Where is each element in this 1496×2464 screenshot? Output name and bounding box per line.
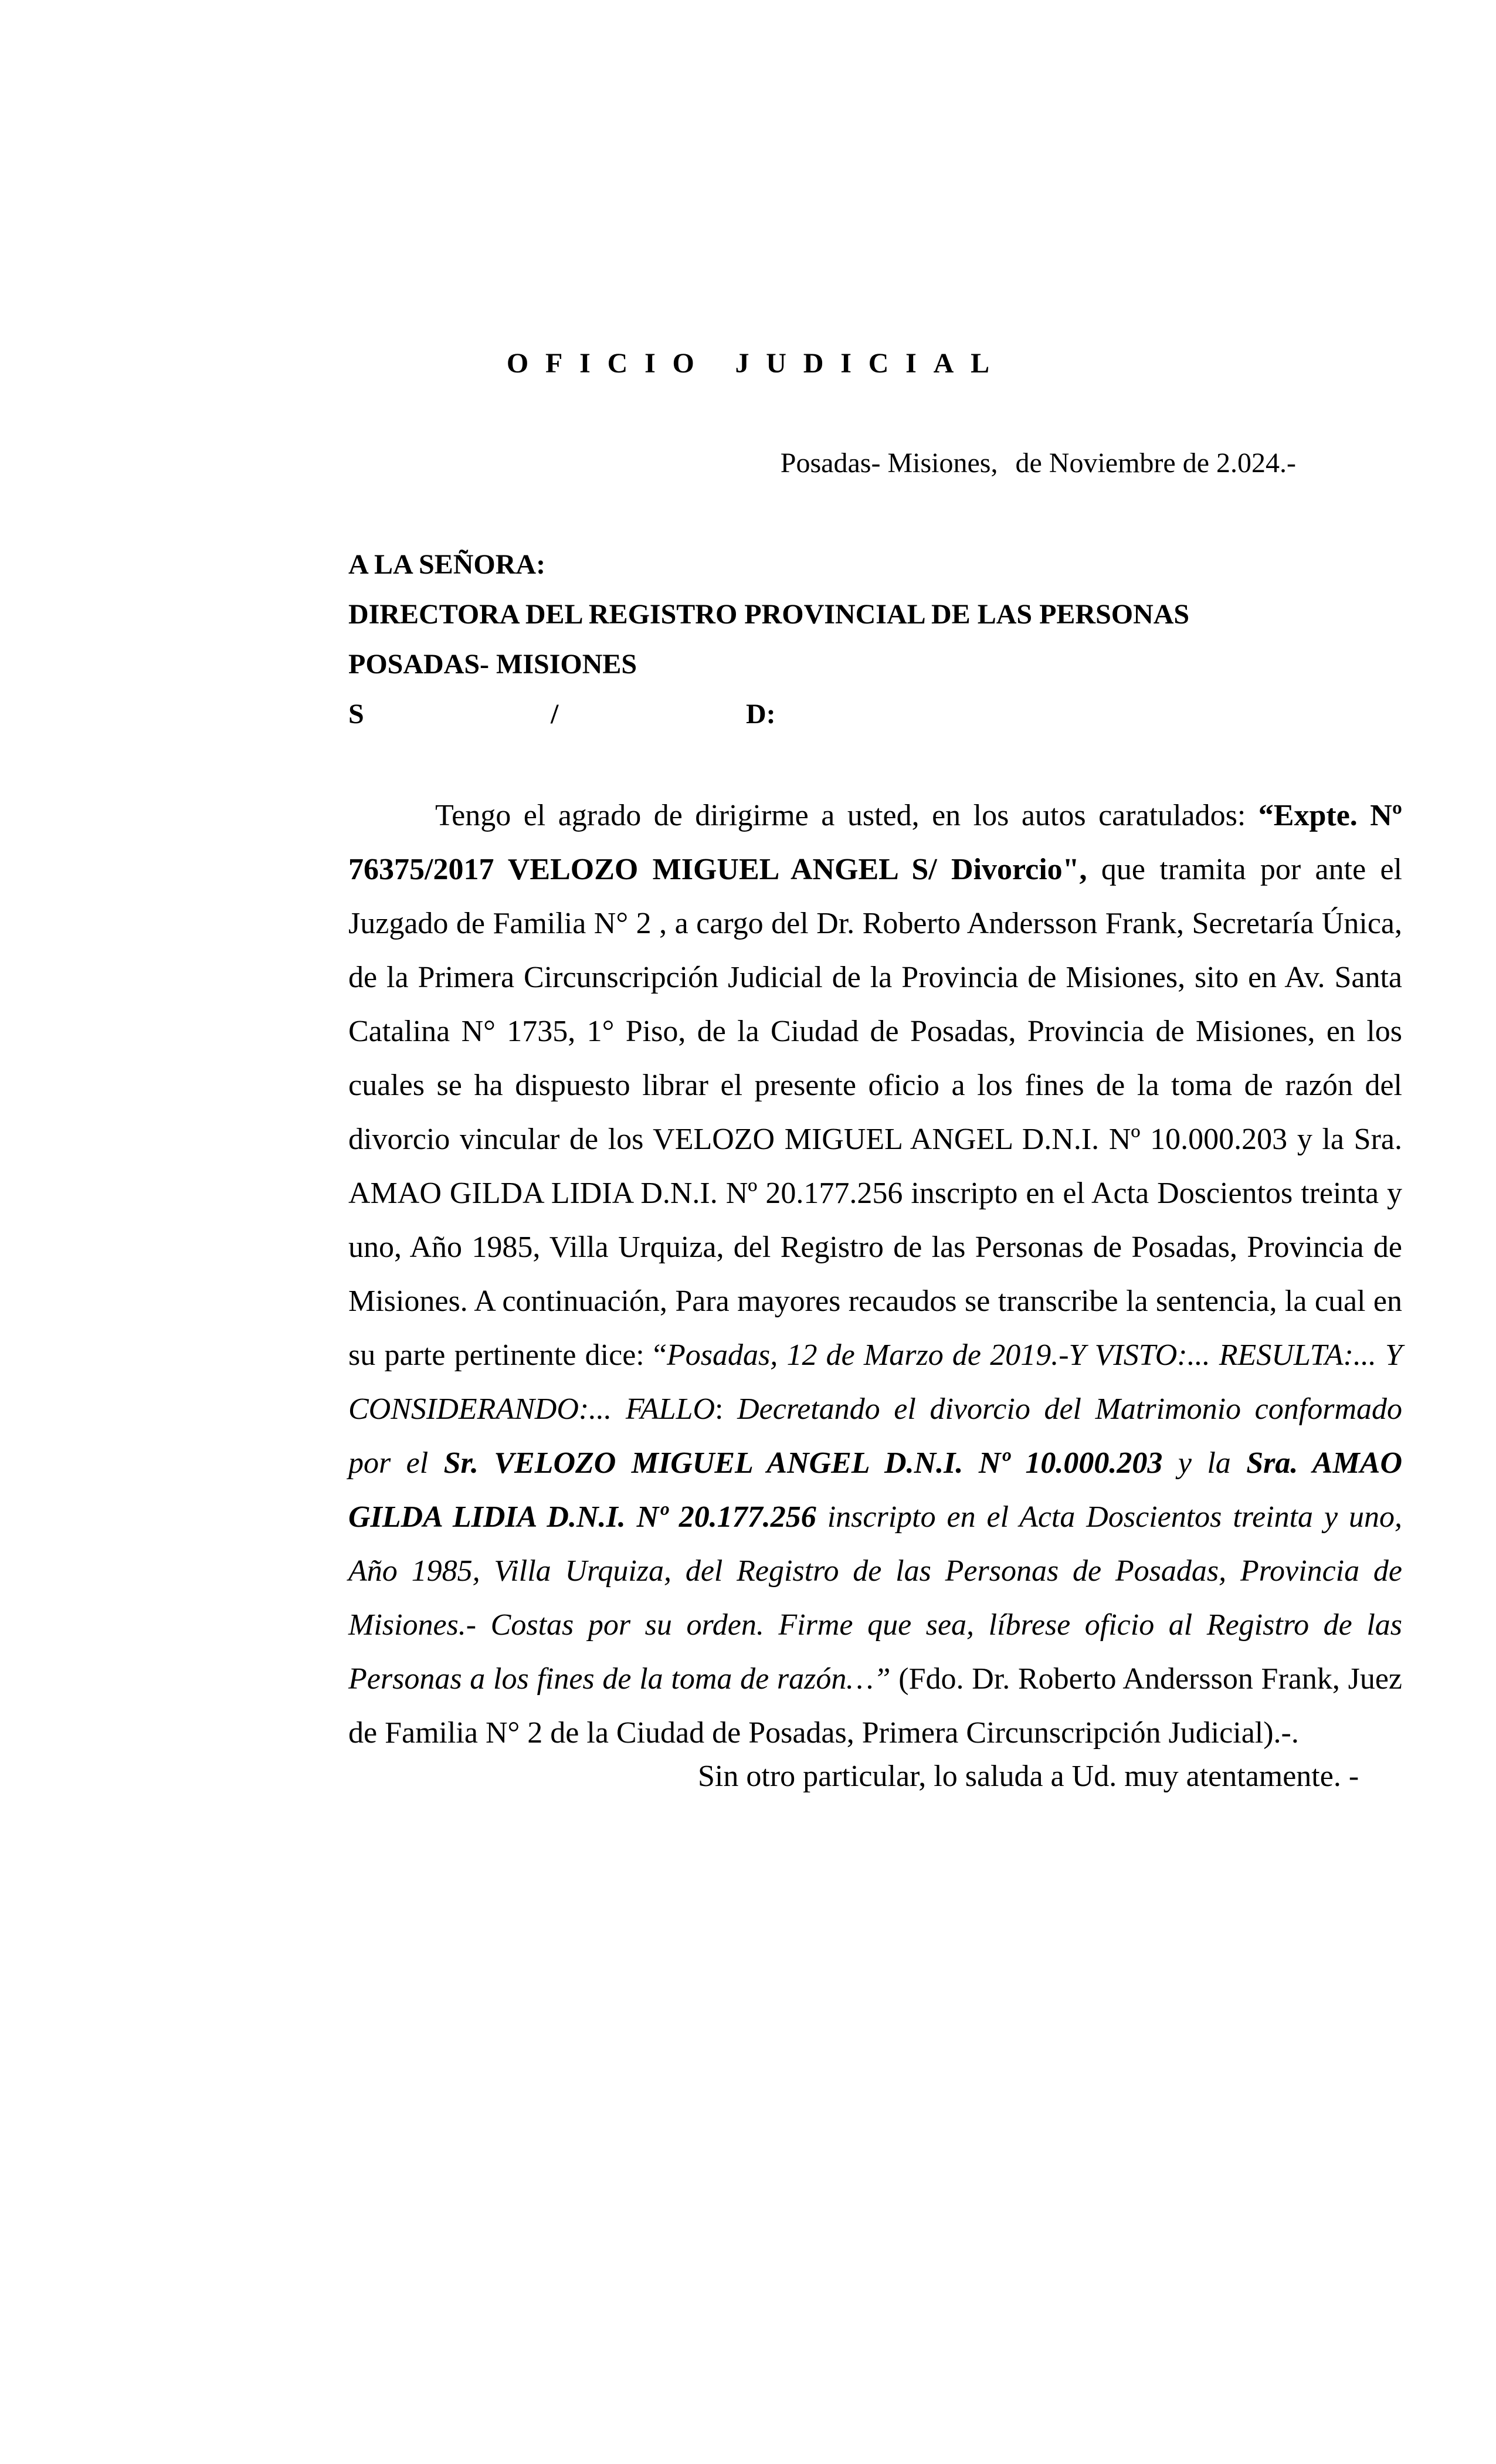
addressee-line-2: DIRECTORA DEL REGISTRO PROVINCIAL DE LAS PERSONAS	[348, 599, 1190, 630]
addressee-line-1: A LA SEÑORA:	[348, 549, 546, 580]
body-paragraph	[348, 789, 1402, 1760]
quote-and: y la	[1162, 1446, 1247, 1480]
date-line	[704, 443, 1296, 484]
quote-rest: inscripto en el Acta Doscientos treinta y uno, Año 1985, Villa Urquiza, del Registro de las Personas de Posadas, Provincia de Misiones.- Costas por su orden. Firme que sea, líbrese oficio al Registro de las Personas a los fines de la toma de razón…”	[348, 1500, 1402, 1696]
quote-colon: :	[715, 1392, 738, 1426]
sd-slash: /	[551, 699, 559, 730]
sd-s: S	[348, 699, 364, 730]
body-signature: (Fdo. Dr. Roberto Andersson Frank, Juez de Familia N° 2 de la Ciudad de Posadas, Primera Circunscripción Judicial).-.	[348, 1662, 1402, 1750]
closing-line: Sin otro particular, lo saluda a Ud. muy atentamente. -	[698, 1760, 1359, 1793]
body-main: que tramita por ante el Juzgado de Familia N° 2 , a cargo del Dr. Roberto Andersson Frank, Secretaría Única, de la Primera Circunscripción Judicial de la Provincia de Misiones, sito en Av. Santa Catalina N° 1735, 1° Piso, de la Ciudad de Posadas, Provincia de Misiones, en los cuales se ha dispuesto librar el presente oficio a los fines de la toma de razón del divorcio vincular de los VELOZO MIGUEL ANGEL D.N.I. Nº 10.000.203 y la Sra. AMAO GILDA LIDIA D.N.I. Nº 20.177.256 inscripto en el Acta Doscientos treinta y uno, Año 1985, Villa Urquiza, del Registro de las Personas de Posadas, Provincia de Misiones. A continuación, Para mayores recaudos se transcribe la sentencia, la cual en su parte pertinente dice: “	[348, 853, 1403, 1372]
sd-d: D:	[746, 699, 776, 730]
date-place: Posadas- Misiones,	[780, 448, 998, 479]
quote-husband: Sr. VELOZO MIGUEL ANGEL D.N.I. Nº 10.000.203	[443, 1446, 1163, 1480]
body-intro: Tengo el agrado de dirigirme a usted, en los autos caratulados:	[435, 799, 1258, 832]
document-title: OFICIO JUDICIAL	[506, 348, 1006, 379]
date-rest: de Noviembre de 2.024.-	[1015, 448, 1296, 479]
su-despacho-line	[348, 689, 1345, 739]
quote-header: Posadas, 12 de Marzo de 2019.-Y VISTO:... RESULTA:... Y CONSIDERANDO:... FALLO	[348, 1338, 1403, 1426]
addressee-block	[348, 540, 1345, 739]
addressee-line-3: POSADAS- MISIONES	[348, 649, 637, 680]
quote-wife: Sra. AMAO GILDA LIDIA D.N.I. Nº 20.177.256	[348, 1446, 1402, 1534]
quote-ruling: Decretando el divorcio del Matrimonio conformado por el	[348, 1392, 1402, 1480]
case-title: “Expte. Nº 76375/2017 VELOZO MIGUEL ANGEL S/ Divorcio",	[348, 799, 1403, 886]
